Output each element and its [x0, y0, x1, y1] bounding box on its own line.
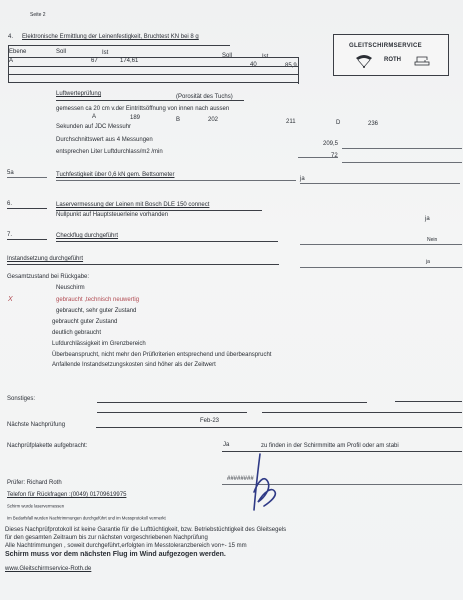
divider: [298, 157, 338, 158]
logo-line1: GLEITSCHIRMSERVICE: [349, 43, 422, 49]
section4-title: Elektronische Ermittlung der Leinenfestigkeit, Bruchtest KN bei 8 g: [22, 34, 199, 40]
section7-number: 7.: [7, 232, 13, 238]
section6-number: 6.: [7, 201, 13, 207]
soll-value-1: 67: [91, 58, 98, 64]
signature: [244, 452, 278, 514]
plakette-label: Nachprüfplakette aufgebracht:: [7, 443, 88, 449]
luft-c-value: 211: [286, 119, 296, 125]
divider: [56, 241, 278, 242]
logo-line2: ROTH: [384, 57, 401, 63]
divider: [300, 183, 460, 184]
page-label: Seite 2: [30, 12, 46, 18]
divider: [56, 180, 296, 181]
instandsetzung-text: Instandsetzung durchgeführt: [7, 256, 84, 262]
divider: [342, 162, 462, 163]
luft-title: Luftwerteprüfung: [56, 91, 102, 97]
section5a-value: ja: [300, 176, 305, 182]
section7-text: Checkflug durchgeführt: [56, 233, 119, 239]
small-note-2: Im Bedarfsfall wurden Nachtrimmungen durchgeführt und im Messprotokoll vermerkt: [7, 516, 166, 522]
zustand-item: Anfallende Instandsetzungskosten sind höher als der Zeitwert: [52, 362, 216, 368]
pruefer-name: Prüfer: Richard Roth: [7, 480, 62, 486]
divider: [8, 82, 298, 83]
naechste-value: Feb-23: [200, 418, 220, 424]
company-logo: [333, 34, 449, 76]
luft-avg-text: Durchschnittswert aus 4 Messungen: [56, 137, 153, 143]
divider: [262, 412, 462, 413]
zustand-item: gebraucht, sehr guter Zustand: [56, 308, 137, 314]
warning-text: Schirm muss vor dem nächsten Flug im Wind aufgezogen werden.: [5, 551, 226, 558]
divider: [300, 267, 462, 268]
section6-text: Laservermessung der Leinen mit Bosch DLE 150 connect: [56, 202, 210, 208]
section7-value: Nein: [427, 237, 438, 243]
disclaimer-line-1: Dieses Nachprüfprotokoll ist keine Garantie für die Lufttüchtigkeit, bzw. Betriebstüchtigkeit des Gleitsegels: [5, 527, 287, 533]
section5a-number: 5a: [7, 170, 14, 176]
sewing-machine-icon: [414, 55, 430, 67]
divider: [342, 148, 462, 149]
zustand-item: Überbeansprucht, nicht mehr den Prüfkriterien entsprechend und überbeansprucht: [52, 352, 272, 358]
disclaimer-line-2: für den gesamten Zeitraum bis zur nächsten vorgeschriebenen Nachprüfung: [5, 535, 208, 541]
luft-avg-value: 209,5: [323, 141, 339, 147]
col-ist: Ist: [102, 50, 109, 56]
zustand-item: Lufdurchlässigkeit im Grenzbereich: [52, 341, 146, 347]
divider: [7, 177, 47, 178]
luft-d-value: 236: [368, 121, 379, 127]
section4-number: 4.: [8, 34, 14, 40]
selected-mark: X: [8, 296, 13, 303]
col-soll-2: Soll: [222, 53, 233, 59]
sonstiges-label: Sonstiges:: [7, 396, 36, 402]
section6-subtext: Nullpunkt auf Hauptsteuerleine vorhanden: [56, 212, 169, 218]
small-note-1: Schirm wurde laservermessen: [7, 504, 65, 510]
divider: [7, 264, 279, 265]
hash-field: ########: [227, 476, 254, 482]
luft-b-label: B: [176, 117, 181, 123]
divider: [56, 100, 244, 101]
col-ebene: Ebene: [9, 49, 27, 55]
ist-value-1: 174,61: [120, 58, 139, 64]
col-soll: Soll: [56, 49, 67, 55]
ist-value-2: 85,9: [285, 63, 297, 69]
luft-subtitle: (Porosität des Tuchs): [176, 94, 233, 100]
plakette-value: Ja: [223, 442, 230, 448]
col-ist-2: Ist: [262, 54, 269, 60]
luft-liter-value: 72: [331, 153, 338, 159]
divider: [300, 244, 462, 245]
divider: [8, 45, 230, 46]
luft-a-label: A: [92, 114, 97, 120]
divider: [8, 57, 298, 58]
divider: [298, 57, 299, 84]
luft-jdc-text: Sekunden auf JDC Messuhr: [56, 124, 132, 130]
zustand-item: gebraucht guter Zustand: [52, 319, 118, 325]
zustand-title: Gesamtzustand bei Rückgabe:: [7, 274, 90, 280]
row-a-label: A: [9, 58, 14, 64]
divider: [8, 74, 298, 75]
zustand-item: deutlich gebraucht: [52, 330, 102, 336]
luft-b-value: 202: [208, 117, 219, 123]
luft-liter-text: entsprechen Liter Luftdurchlass/m2 /min: [56, 149, 163, 155]
paraglider-icon: [354, 53, 374, 69]
divider: [7, 239, 47, 240]
luft-d-label: D: [336, 120, 341, 126]
divider: [395, 401, 462, 402]
divider: [7, 208, 47, 209]
section5a-text: Tuchfestigkeit über 0,6 kN gem. Bettsometer: [56, 172, 175, 178]
luft-measure-text: gemessen ca 20 cm v.der Eintrittsöffnung von innen nach aussen: [56, 106, 230, 112]
disclaimer-line-3: Alle Nachtrimmungen , soweit durchgeführt,erfolgten im Messtoleranzbereich von+- 15 mm: [5, 543, 247, 549]
zustand-item-selected: gebraucht ,technisch neuwertig: [56, 297, 140, 303]
plakette-note: zu finden in der Schirmmitte am Profil oder am stabi: [261, 443, 399, 449]
divider: [97, 402, 367, 403]
website-link[interactable]: www.Gleitschirmservice-Roth.de: [5, 566, 92, 572]
naechste-label: Nächste Nachprüfung: [7, 422, 66, 428]
divider: [96, 427, 462, 428]
instandsetzung-value: ja: [426, 259, 430, 265]
section6-value: ja: [425, 216, 430, 222]
telefon-link[interactable]: Telefon für Rückfragen :(0049) 01709619975: [7, 492, 127, 498]
soll-value-2: 40: [250, 62, 257, 68]
divider: [97, 412, 247, 413]
divider: [8, 66, 298, 67]
divider: [56, 210, 262, 211]
zustand-item: Neuschirm: [56, 285, 85, 291]
luft-a-value: 189: [130, 115, 141, 121]
